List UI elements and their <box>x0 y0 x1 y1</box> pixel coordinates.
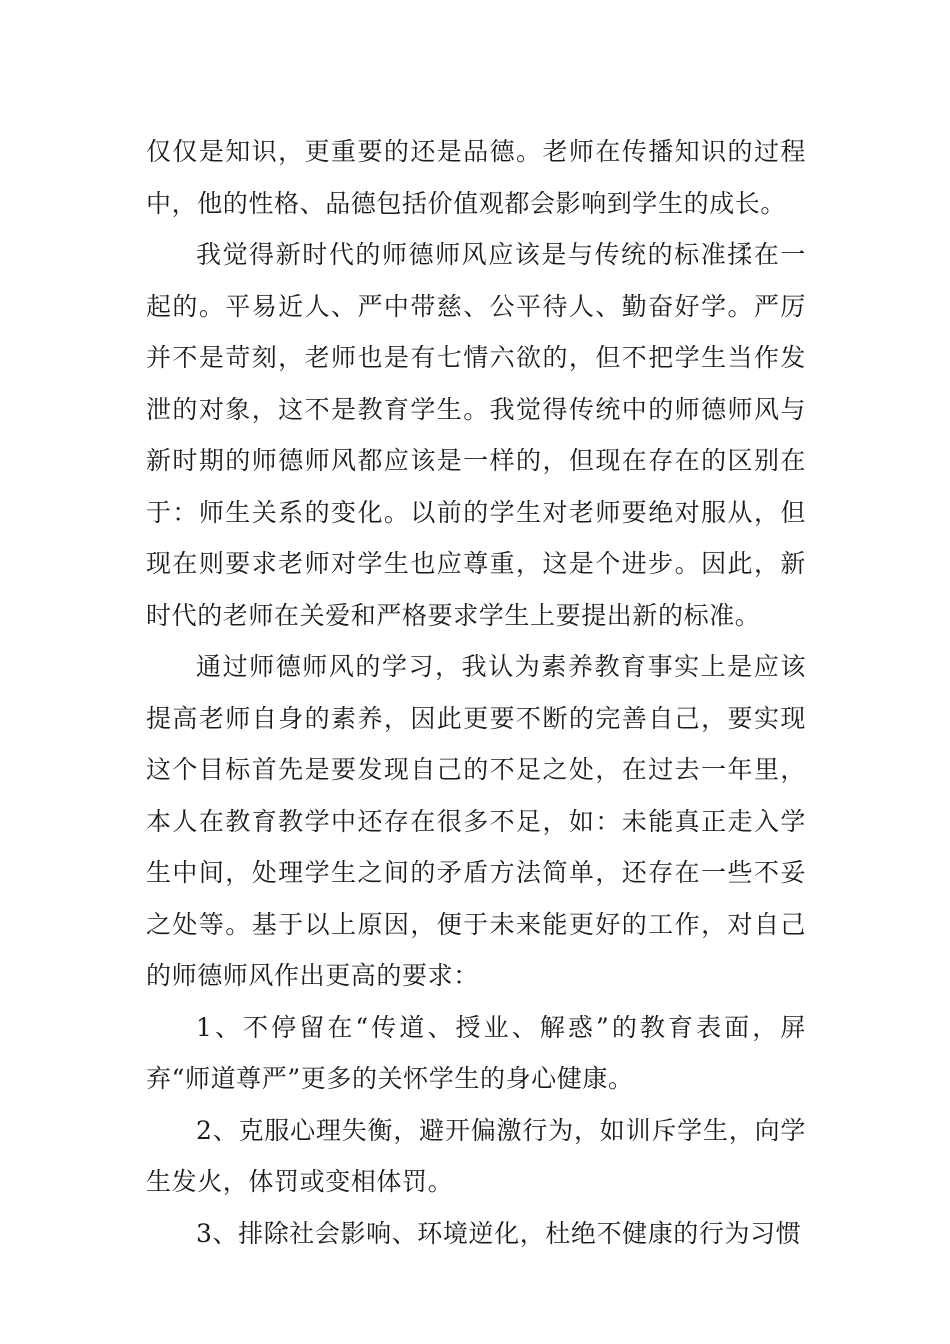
list-item-3: 3、排除社会影响、环境逆化，杜绝不健康的行为习惯 <box>196 1218 802 1248</box>
list-item-2: 2、克服心理失衡，避开偏激行为，如训斥学生，向学生发火，体罚或变相体罚。 <box>146 1115 806 1196</box>
paragraph-continuation: 仅仅是知识，更重要的还是品德。老师在传播知识的过程中，他的性格、品德包括价值观都会影响到学生的成长。 <box>146 137 806 218</box>
document-body <box>146 126 806 1259</box>
paragraph-self-improvement: 通过师德师风的学习，我认为素养教育事实上是应该提高老师自身的素养，因此更要不断的完善自己，要实现这个目标首先是要发现自己的不足之处，在过去一年里，本人在教育教学中还存在很多不足，如：未能真正走入学生中间，处理学生之间的矛盾方法简单，还存在一些不妥之处等。基于以上原因，便于未来能更好的工作，对自己的师德师风作出更高的要求： <box>146 652 806 990</box>
paragraph-modern-ethics: 我觉得新时代的师德师风应该是与传统的标准揉在一起的。平易近人、严中带慈、公平待人、勤奋好学。严厉并不是苛刻，老师也是有七情六欲的，但不把学生当作发泄的对象，这不是教育学生。我觉得传统中的师德师风与新时期的师德师风都应该是一样的，但现在存在的区别在于：师生关系的变化。以前的学生对老师要绝对服从，但现在则要求老师对学生也应尊重，这是个进步。因此，新时代的老师在关爱和严格要求学生上要提出新的标准。 <box>146 240 806 630</box>
list-item-1: 1、不停留在“传道、授业、解惑”的教育表面，屏弃“师道尊严”更多的关怀学生的身心健康。 <box>146 1012 806 1093</box>
